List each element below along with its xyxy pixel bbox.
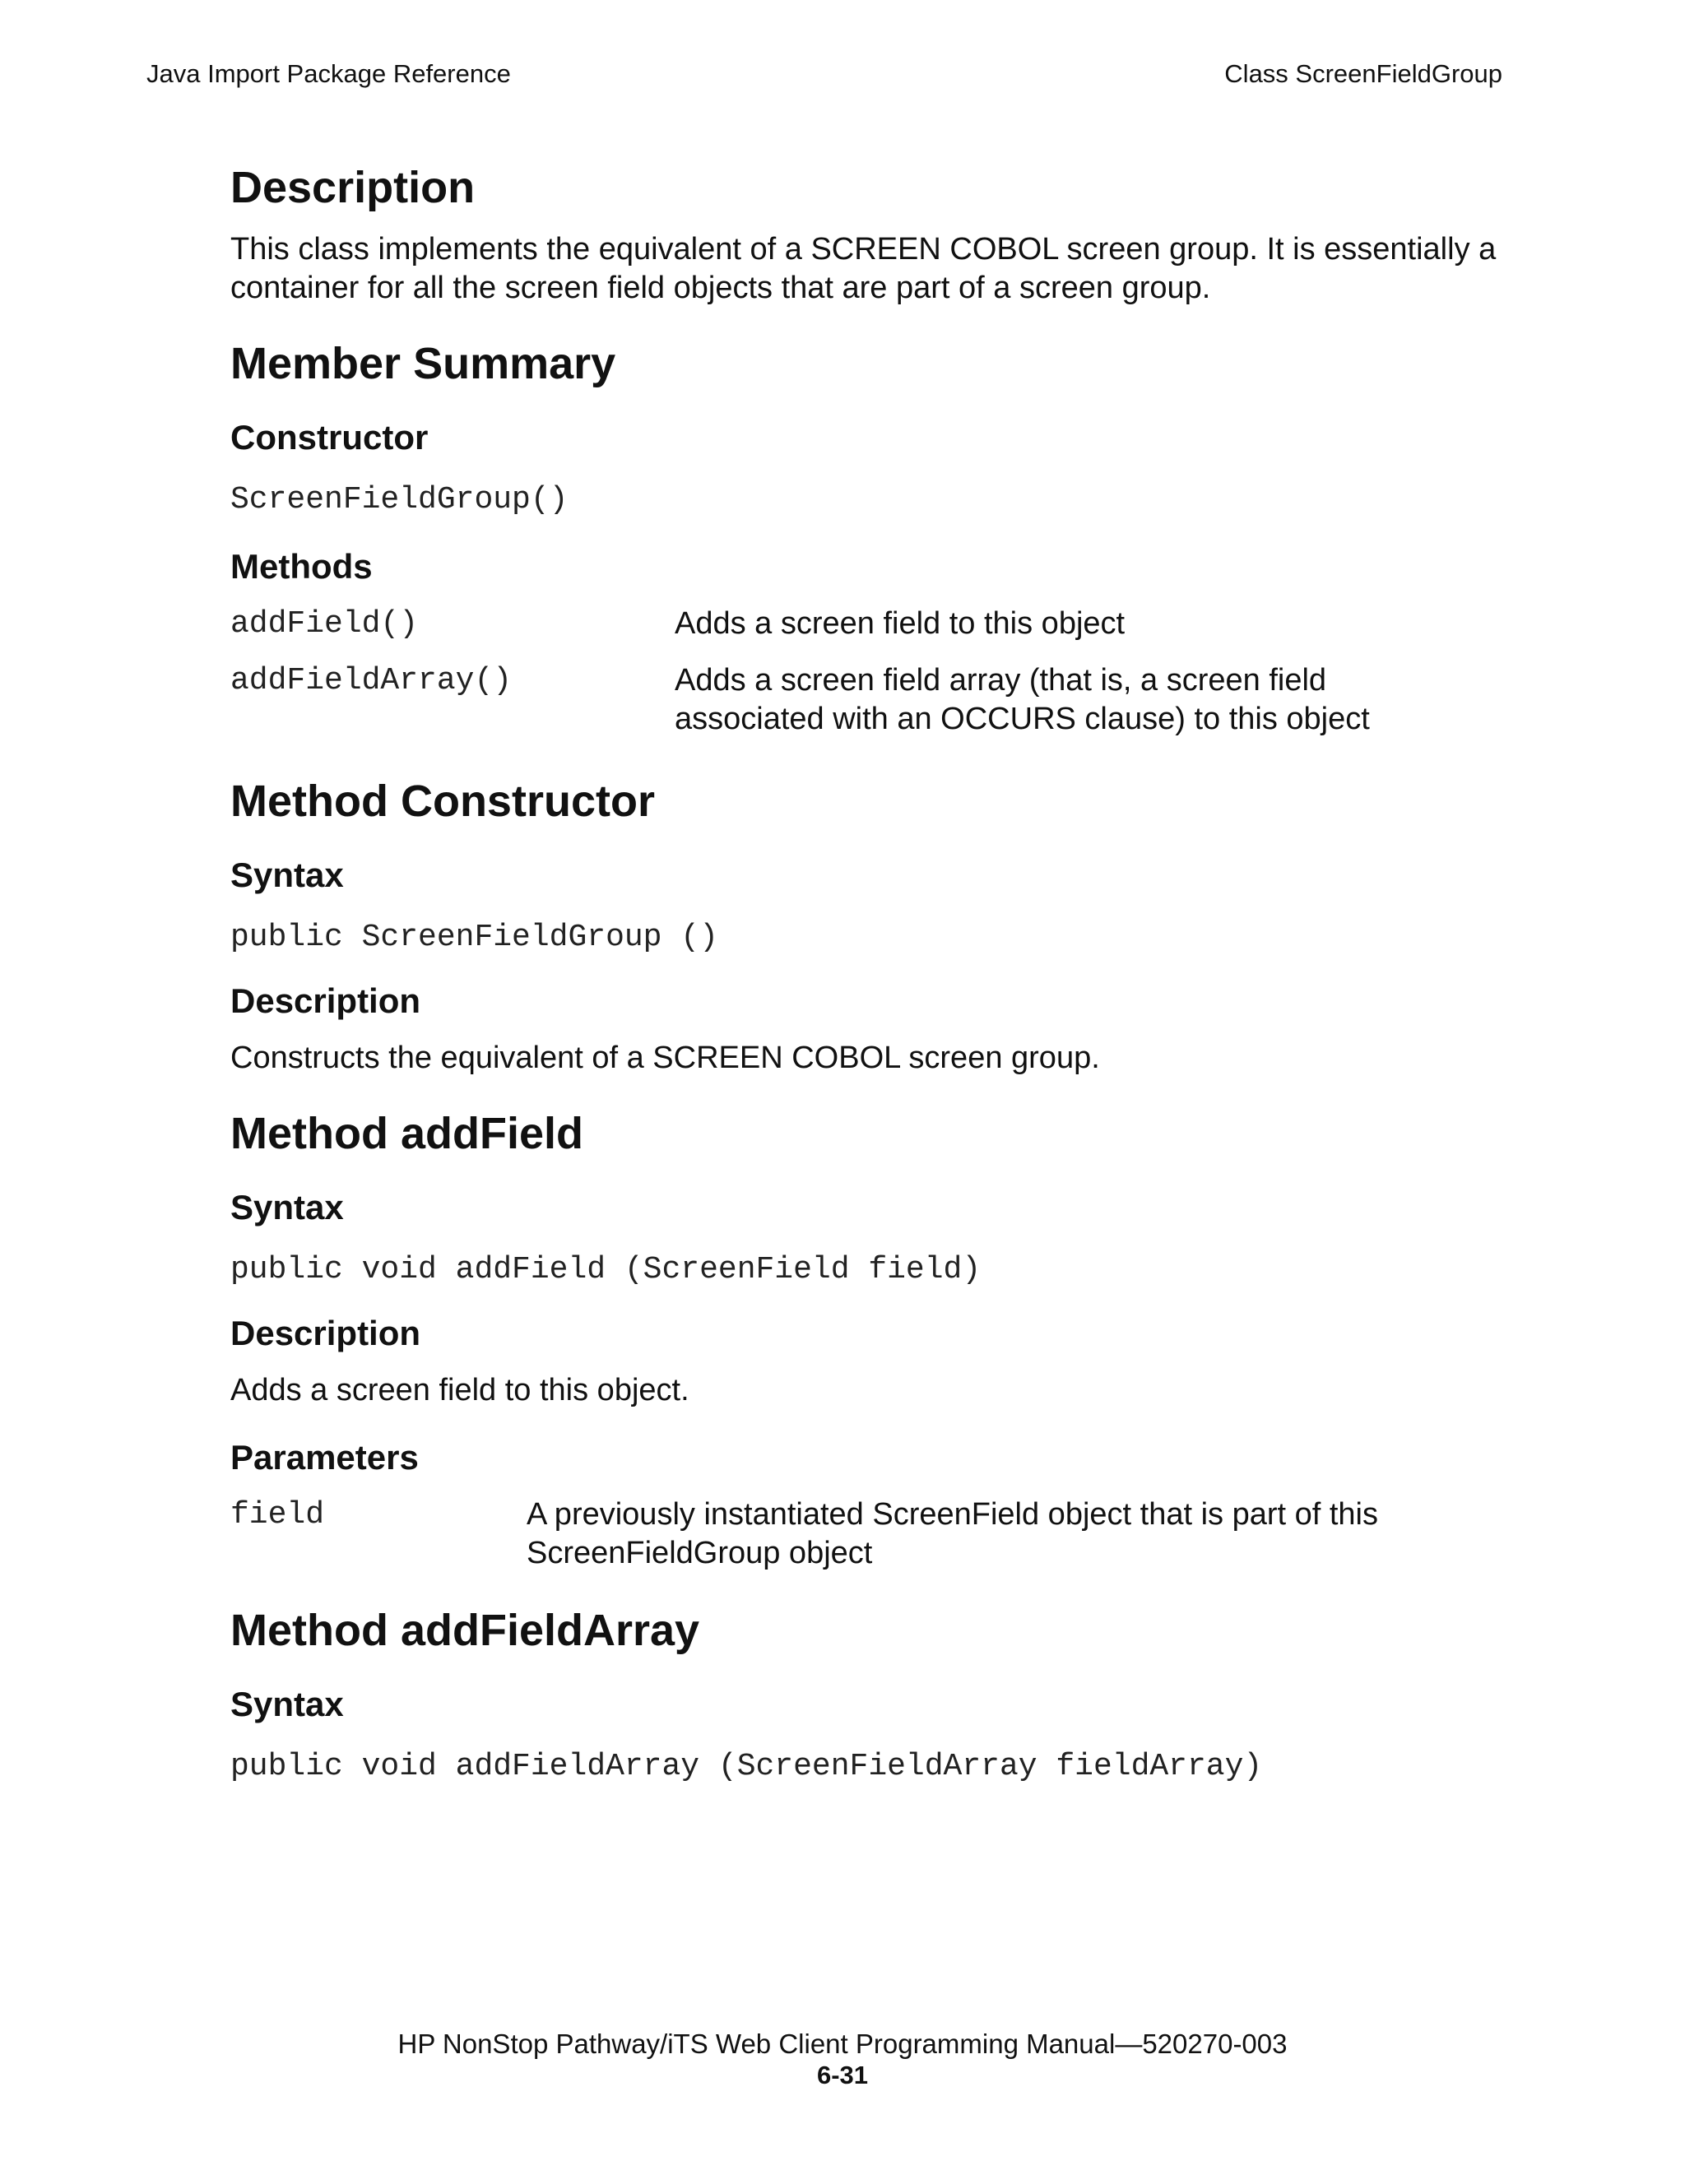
section-title-method-constructor: Method Constructor — [230, 777, 655, 826]
subheading-syntax: Syntax — [230, 1188, 344, 1226]
syntax-code: public void addField (ScreenField field) — [230, 1252, 982, 1287]
method-row-addfieldarray — [230, 661, 1514, 739]
constructor-signature: ScreenFieldGroup() — [230, 482, 569, 517]
footer-manual-title: HP NonStop Pathway/iTS Web Client Programming Manual—520270-003 — [397, 2029, 1288, 2059]
subheading-parameters: Parameters — [230, 1438, 419, 1477]
parameter-description: A previously instantiated ScreenField object that is part of this ScreenFieldGroup object — [527, 1497, 1378, 1570]
section-title-description: Description — [230, 163, 476, 212]
subheading-syntax: Syntax — [230, 1685, 344, 1723]
method-description: Adds a screen field array (that is, a screen field associated with an OCCURS clause) to this object — [675, 663, 1370, 736]
subheading-syntax: Syntax — [230, 856, 344, 894]
section-title-method-addfield: Method addField — [230, 1109, 583, 1158]
method-name: addField() — [230, 606, 419, 642]
subheading-description: Description — [230, 1314, 421, 1352]
page-content — [230, 161, 1514, 1786]
method-description: Adds a screen field to this object — [675, 606, 1126, 641]
method-row-addfield — [230, 605, 1514, 643]
syntax-code: public void addFieldArray (ScreenFieldArray fieldArray) — [230, 1749, 1263, 1784]
parameter-name: field — [230, 1497, 325, 1533]
page-footer — [0, 2029, 1685, 2091]
footer-page-number: 6-31 — [816, 2061, 869, 2089]
section-title-method-addfieldarray: Method addFieldArray — [230, 1606, 700, 1655]
parameter-row-field — [230, 1495, 1514, 1573]
running-header-right: Class ScreenFieldGroup — [1224, 59, 1502, 88]
subheading-description: Description — [230, 981, 421, 1020]
subheading-methods: Methods — [230, 547, 373, 586]
method-description-text: Constructs the equivalent of a SCREEN COBOL screen group. — [230, 1041, 1100, 1075]
running-header-left: Java Import Package Reference — [146, 59, 511, 88]
syntax-code: public ScreenFieldGroup () — [230, 920, 718, 955]
parameters-list — [230, 1495, 1514, 1573]
section-title-member-summary: Member Summary — [230, 339, 616, 388]
subheading-constructor: Constructor — [230, 418, 429, 457]
method-description-text: Adds a screen field to this object. — [230, 1373, 689, 1407]
methods-list — [230, 605, 1514, 739]
method-name: addFieldArray() — [230, 663, 513, 698]
class-description-text: This class implements the equivalent of a SCREEN COBOL screen group. It is essentially a container for all the screen field objects that are part of a screen group. — [230, 232, 1497, 305]
